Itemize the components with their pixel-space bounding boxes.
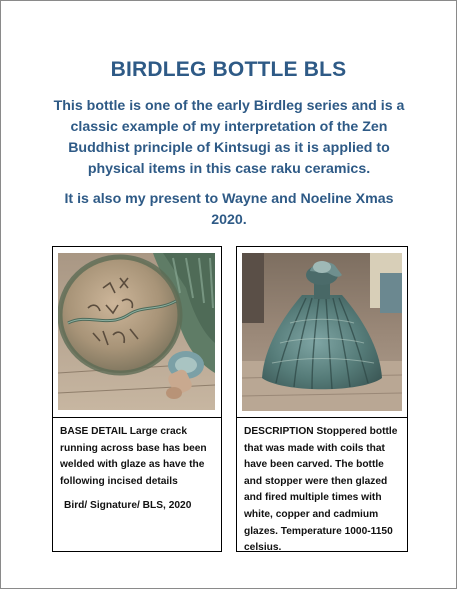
intro-paragraph: This bottle is one of the early Birdleg series and is a classic example of my interpretation of the Zen Buddhist principle of Kintsugi as it is applied to physical items in this case raku ceramics. (53, 98, 405, 177)
base-detail-cell (52, 417, 222, 552)
description-cell (236, 417, 408, 552)
signature-text: Bird/ Signature/ BLS, 2020 (64, 500, 192, 512)
base-photo-cell (52, 246, 222, 418)
bottle-photo (242, 253, 402, 411)
base-detail-text: BASE DETAIL Large crack running across base has been welded with glaze as have the following incised details (60, 426, 207, 487)
bottle-photo-cell (236, 246, 408, 418)
base-detail-photo (58, 253, 215, 410)
description-text: DESCRIPTION Stoppered bottle that was made with coils that have been carved. The bottle and stopper were then glazed and fired multiple times with white, copper and cadmium glazes. Temperature 1000-1150 celsius. (244, 426, 398, 554)
dedication-paragraph: It is also my present to Wayne and Noeline Xmas 2020. (64, 191, 394, 228)
page-title: BIRDLEG BOTTLE BLS (110, 58, 347, 81)
base-detail-caption (60, 424, 216, 515)
description-caption (244, 424, 402, 557)
